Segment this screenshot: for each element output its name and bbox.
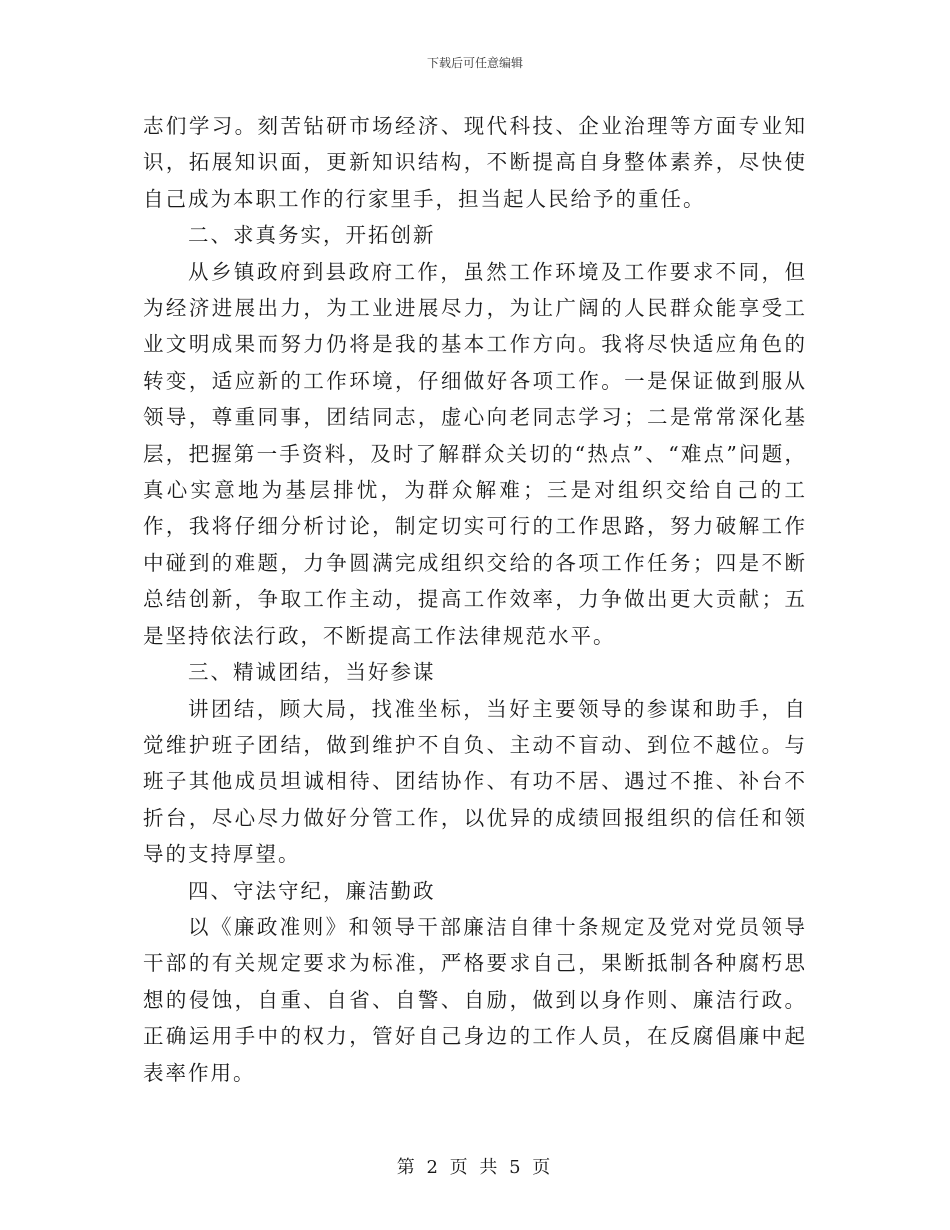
paragraph-continuation: 志们学习。刻苦钻研市场经济、现代科技、企业治理等方面专业知识，拓展知识面，更新知识结构，不断提高自身整体素养，尽快使自己成为本职工作的行家里手，担当起人民给予的重任。 [143,114,807,211]
paragraph-section-4: 以《廉政准则》和领导干部廉洁自律十条规定及党对党员领导干部的有关规定要求为标准，严格要求自己，果断抵制各种腐朽思想的侵蚀，自重、自省、自警、自励，做到以身作则、廉洁行政。正确运用手中的权力，管好自己身边的工作人员，在反腐倡廉中起表率作用。 [143,914,807,1085]
document-body [143,108,807,1091]
section-heading-4: 四、守法守纪，廉洁勤政 [188,878,436,903]
section-heading-2: 二、求真务实，开拓创新 [188,223,436,248]
section-heading-3: 三、精诚团结，当好参谋 [188,660,436,685]
page-header-note: 下载后可任意编辑 [426,56,523,70]
paragraph-section-2: 从乡镇政府到县政府工作，虽然工作环境及工作要求不同，但为经济进展出力，为工业进展尽力，为让广阔的人民群众能享受工业文明成果而努力仍将是我的基本工作方向。我将尽快适应角色的转变，适应新的工作环境，仔细做好各项工作。一是保证做到服从领导，尊重同事，团结同志，虚心向老同志学习；二是常常深化基层，把握第一手资料，及时了解群众关切的“热点”、“难点”问题，真心实意地为基层排忧，为群众解难；三是对组织交给自己的工作，我将仔细分析讨论，制定切实可行的工作思路，努力破解工作中碰到的难题，力争圆满完成组织交给的各项工作任务；四是不断总结创新，争取工作主动，提高工作效率，力争做出更大贡献；五是坚持依法行政，不断提高工作法律规范水平。 [143,259,807,648]
paragraph-section-3: 讲团结，顾大局，找准坐标，当好主要领导的参谋和助手，自觉维护班子团结，做到维护不自负、主动不盲动、到位不越位。与班子其他成员坦诚相待、团结协作、有功不居、遇过不推、补台不折台，尽心尽力做好分管工作，以优异的成绩回报组织的信任和领导的支持厚望。 [143,696,807,867]
page-number: 第 2 页 共 5 页 [396,1157,554,1178]
